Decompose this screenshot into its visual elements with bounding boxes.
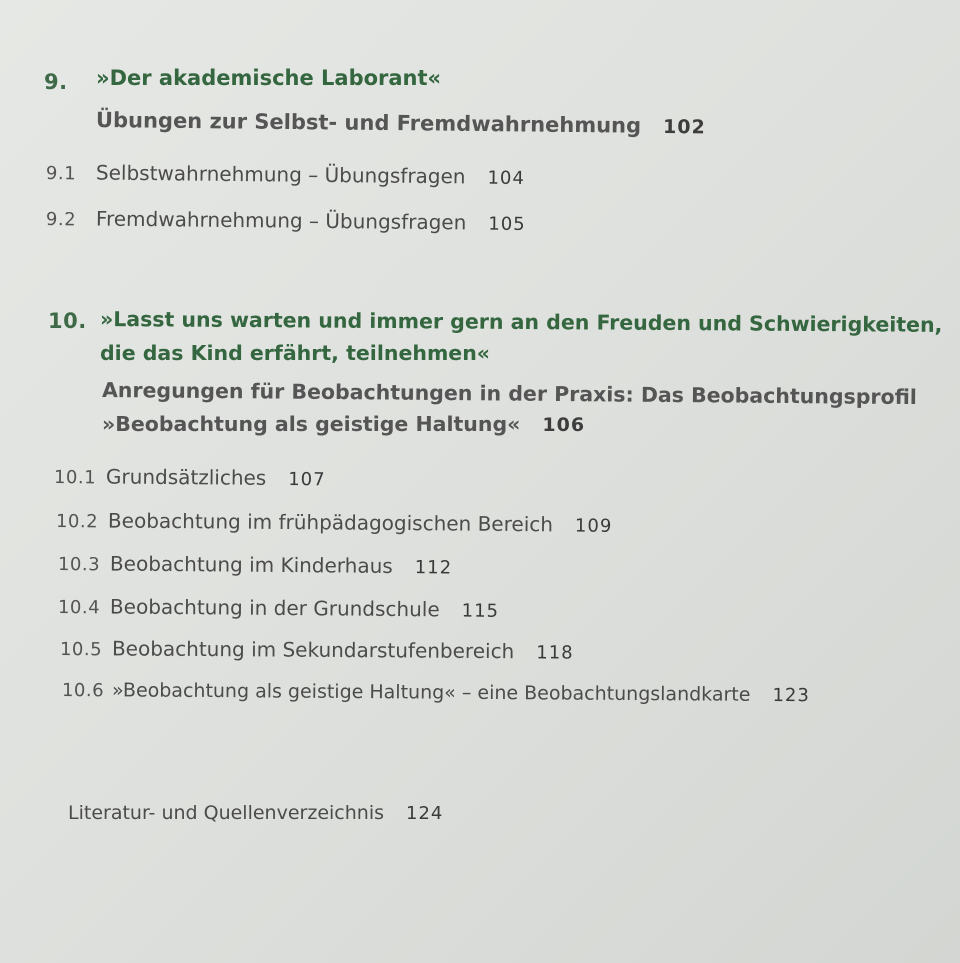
section-title: Beobachtung in der Grundschule [109,594,440,622]
section-title: Beobachtung im frühpädagogischen Bereich [107,508,554,537]
section-entry [58,551,452,578]
section-title: Selbstwahrnehmung – Übungsfragen [95,160,466,189]
section-entry [46,160,525,189]
section-title: Grundsätzliches [105,464,267,490]
appendix-title: Literatur- und Quellenverzeichnis [68,802,384,824]
chapter-number: 9. [44,70,68,94]
section-number: 10.5 [59,639,103,661]
chapter-page-number: 102 [662,115,706,139]
section-entry [62,679,810,706]
chapter-title: die das Kind erfährt, teilnehmen« [100,341,491,365]
chapter-title: »Lasst uns warten und immer gern an den Freuden und Schwierigkeiten, [99,307,943,337]
section-page-number: 123 [772,684,810,707]
section-title: Beobachtung im Sekundarstufenbereich [111,636,515,664]
section-entry [46,206,526,235]
section-entry [56,508,613,537]
section-number: 10.3 [57,554,101,576]
chapter-page-number: 106 [542,414,586,436]
section-number: 10.2 [55,511,99,533]
chapter-subtitle: »Beobachtung als geistige Haltung« 106 [102,412,586,436]
section-page-number: 118 [536,642,574,664]
section-number: 9.1 [45,163,77,185]
section-page-number: 112 [414,557,453,579]
section-page-number: 105 [488,213,526,236]
section-page-number: 104 [487,167,526,190]
section-number: 10.6 [61,680,105,702]
appendix-page-number: 124 [406,803,444,824]
section-title: »Beobachtung als geistige Haltung« – eine Beobachtungslandkarte [111,679,751,706]
section-entry [60,636,574,664]
section-entry [54,464,326,490]
section-page-number: 107 [288,469,326,491]
section-page-number: 115 [461,600,500,622]
section-page-number: 109 [574,515,613,537]
chapter-subtitle: Übungen zur Selbst- und Fremdwahrnehmung 102 [95,108,706,139]
section-title: Fremdwahrnehmung – Übungsfragen [95,206,467,235]
section-number: 10.4 [57,597,101,619]
section-number: 9.2 [45,209,77,231]
chapter-subtitle: Anregungen für Beobachtungen in der Praxis: Das Beobachtungsprofil [101,378,917,410]
section-title: Beobachtung im Kinderhaus [109,551,393,578]
appendix-entry [68,802,443,824]
section-number: 10.1 [53,467,97,489]
chapter-number: 10. [48,309,87,333]
chapter-title: »Der akademische Laborant« [96,66,442,90]
section-entry [58,594,499,622]
